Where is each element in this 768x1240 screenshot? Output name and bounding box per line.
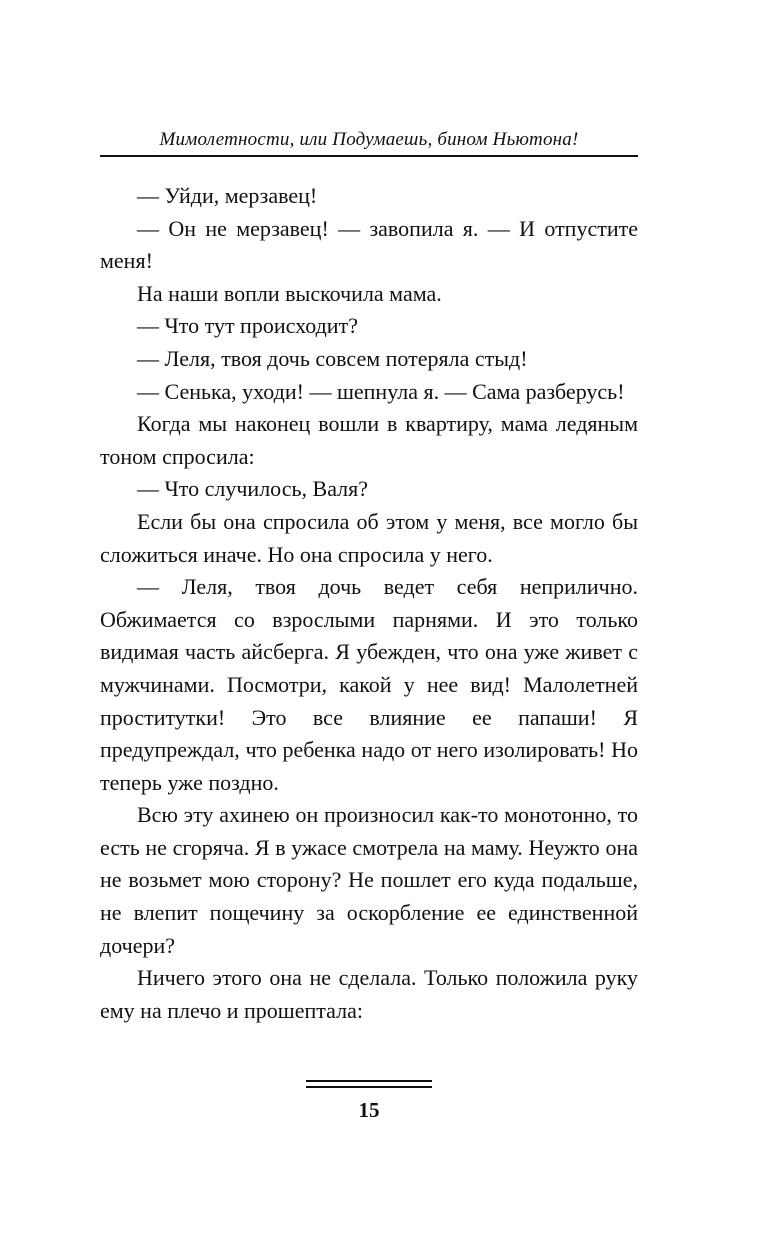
paragraph: — Уйди, мерзавец! <box>137 183 318 208</box>
running-head: Мимолетности, или Подумаешь, бином Ньютона! <box>159 129 579 150</box>
paragraph: Если бы она спросила об этом у меня, все могло бы сложиться иначе. Но она спросила у него. <box>100 508 638 567</box>
folio-rule-bottom <box>306 1086 432 1088</box>
header-rule <box>100 155 638 157</box>
paragraph: — Леля, твоя дочь ведет себя неприлично. Обжимается со взрослыми парнями. И это только видимая часть айсберга. Я убежден, что она уже живет с мужчинами. Посмотри, какой у нее вид! Малолетней проститутки! Это все влияние ее папаши! Я предупреждал, что ребенка надо от него изолировать! Но теперь уже поздно. <box>100 574 638 795</box>
paragraph: — Он не мерзавец! — завопила я. — И отпустите меня! <box>100 215 638 274</box>
paragraph: — Что тут происходит? <box>137 313 358 339</box>
paragraph: Ничего этого она не сделала. Только положила руку ему на плечо и прошептала: <box>100 965 638 1023</box>
paragraph: — Леля, твоя дочь совсем потеряла стыд! <box>137 345 528 371</box>
folio-rule-top <box>306 1080 432 1082</box>
paragraph: Всю эту ахинею он произносил как-то монотонно, то есть не сгоряча. Я в ужасе смотрела на маму. Неужто она не возьмет мою сторону? Не пошлет его куда подальше, не влепит пощечину за оскорбление ее единственной дочери? <box>100 802 638 958</box>
paragraph: Когда мы наконец вошли в квартиру, мама ледяным тоном спросила: <box>100 411 638 469</box>
paragraph: — Что случилось, Валя? <box>137 476 369 502</box>
page-number: 15 <box>358 1098 380 1122</box>
paragraph: — Сенька, уходи! — шепнула я. — Сама разберусь! <box>137 378 625 404</box>
body-text <box>100 180 638 1027</box>
paragraph: На наши вопли выскочила мама. <box>137 280 442 306</box>
